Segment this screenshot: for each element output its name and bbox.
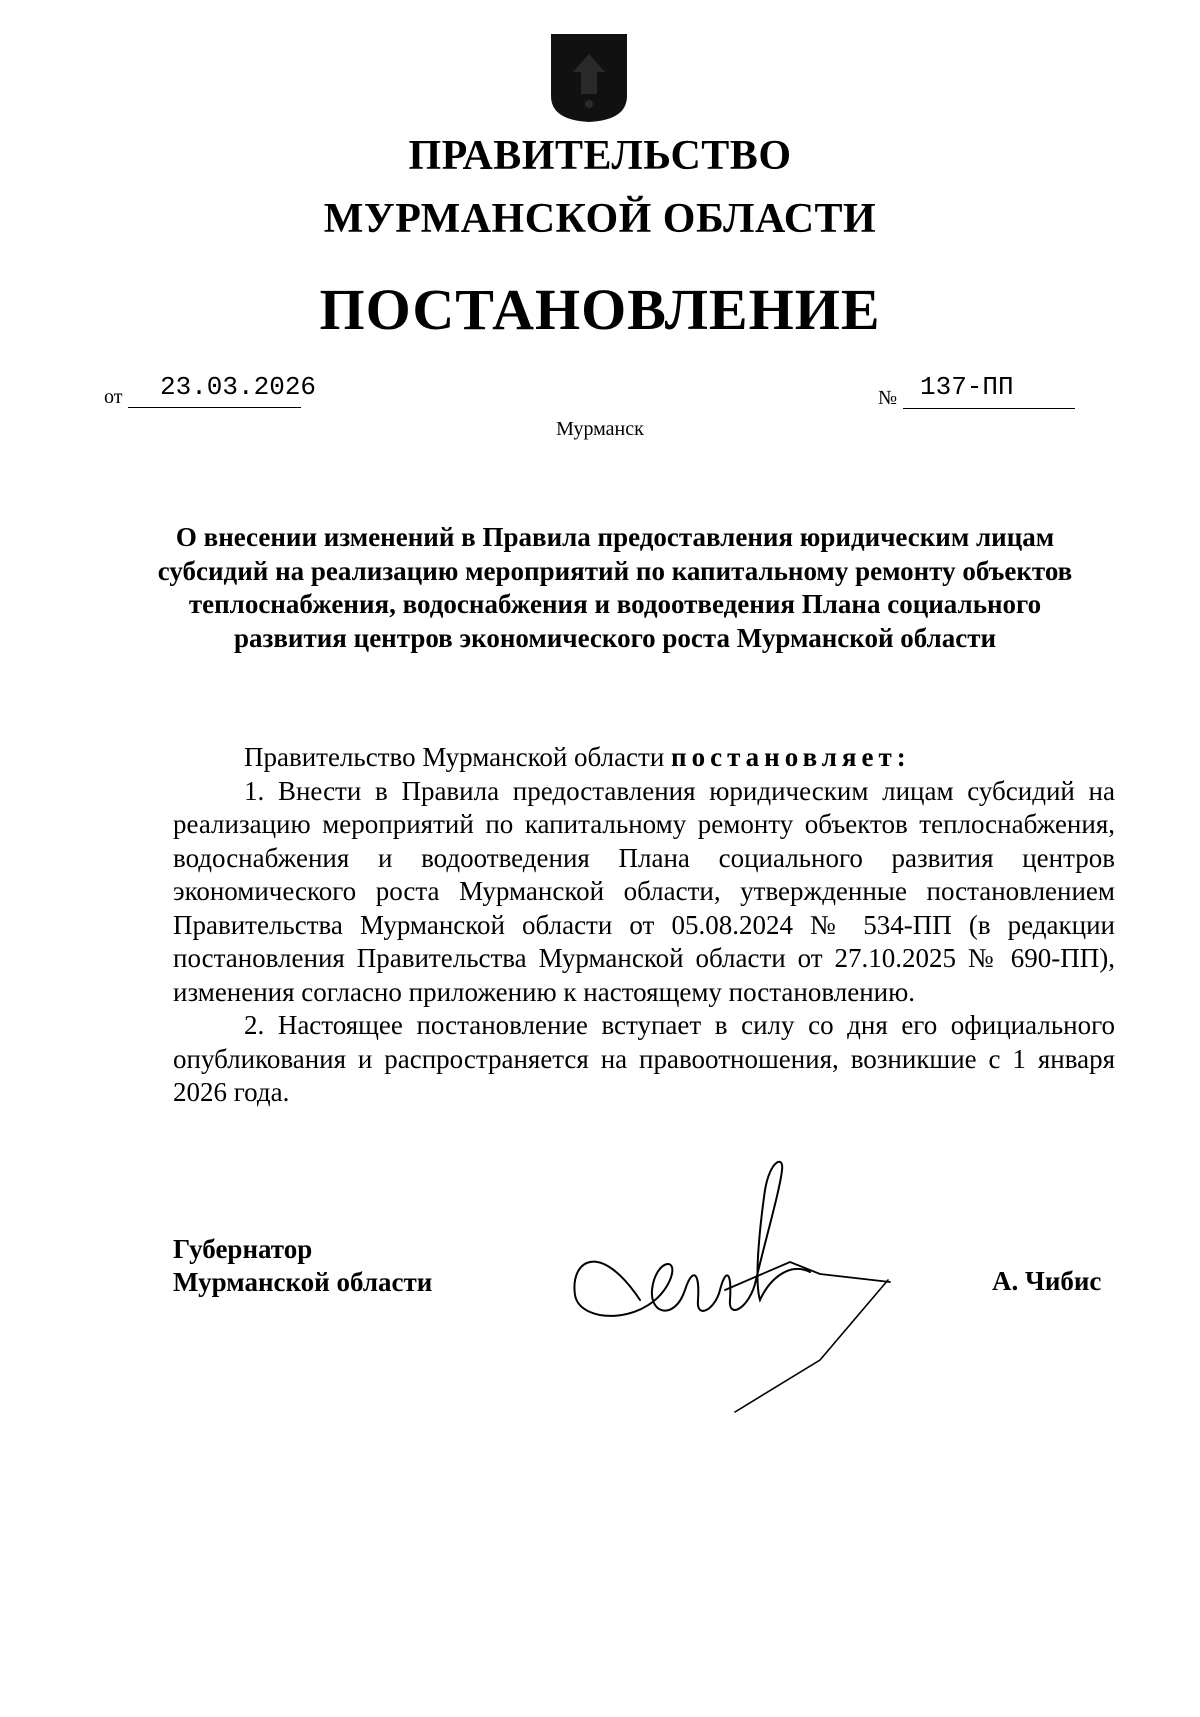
signer-position-line-2: Мурманской области — [173, 1267, 433, 1297]
enacting-subject: Правительство Мурманской области — [244, 742, 665, 772]
coat-of-arms-icon — [549, 32, 629, 124]
signer-position — [173, 1233, 432, 1299]
signer-name: А. Чибис — [992, 1266, 1102, 1296]
organization-name-line-2: МУРМАНСКОЙ ОБЛАСТИ — [323, 196, 877, 242]
document-title: О внесении изменений в Правила предоставления юридическим лицам субсидий на реализацию мероприятий по капитальному ремонту объектов теплоснабжения, водоснабжения и водоотведения Плана социального развития центров экономического роста Мурманской области — [157, 522, 1073, 653]
enacting-clause — [173, 741, 1115, 775]
clause-1: 1. Внести в Правила предоставления юридическим лицам субсидий на реализацию мероприятий по капитальному ремонту объектов теплоснабжения, водоснабжения и водоотведения Плана социального развития центров экономического роста Мурманской области, утвержденные постановлением Правительства Мурманской области от 05.08.2024 № 534-ПП (в редакции постановления Правительства Мурманской области от 27.10.2025 № 690-ПП), изменения согласно приложению к настоящему постановлению. — [173, 775, 1115, 1007]
number-prefix: № — [878, 387, 898, 409]
document-date: 23.03.2026 — [160, 372, 317, 402]
date-underline — [128, 407, 301, 408]
number-underline — [903, 408, 1075, 409]
date-prefix: от — [104, 386, 123, 408]
clause-2: 2. Настоящее постановление вступает в силу со дня его официального опубликования и распространяется на правоотношения, возникшие с 1 января 2026 года. — [173, 1010, 1115, 1107]
document-body — [173, 741, 1115, 1110]
handwritten-signature-icon — [560, 1150, 900, 1430]
document-type: ПОСТАНОВЛЕНИЕ — [319, 277, 881, 342]
document-number: 137-ПП — [920, 372, 1014, 402]
enacting-verb: постановляет: — [671, 742, 911, 772]
city: Мурманск — [556, 418, 644, 440]
organization-name-line-1: ПРАВИТЕЛЬСТВО — [408, 133, 792, 179]
signer-position-line-1: Губернатор — [173, 1234, 313, 1264]
